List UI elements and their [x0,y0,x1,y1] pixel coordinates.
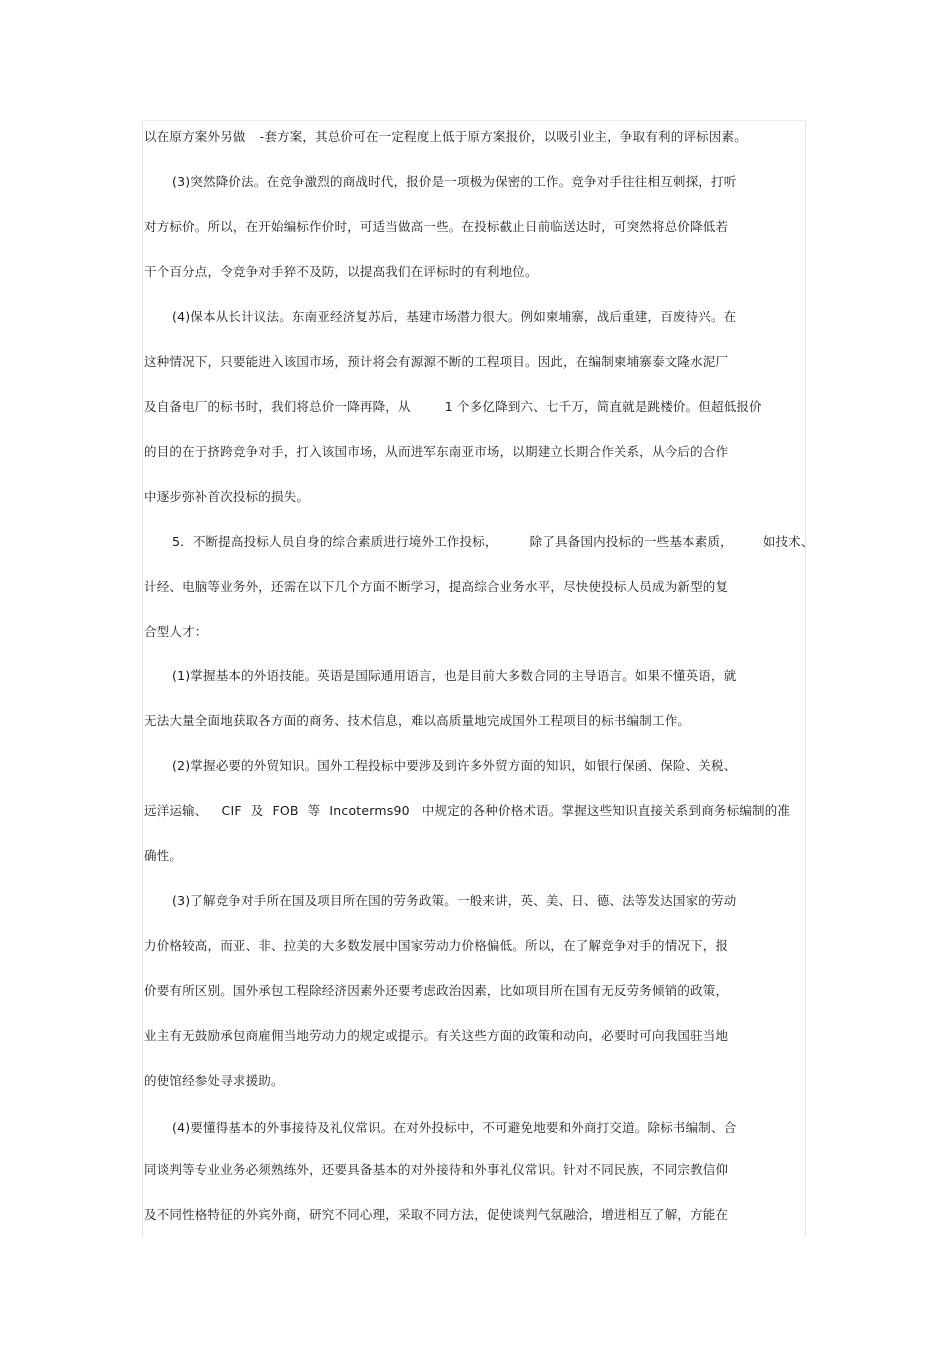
text-line: 中逐步弥补首次投标的损失。 [144,489,310,504]
text-line: 干个百分点，令竞争对手猝不及防，以提高我们在评标时的有利地位。 [144,264,538,279]
text-line: 这种情况下，只要能进入该国市场，预计将会有源源不断的工程项目。因此，在编制柬埔寨泰文隆水泥厂 [144,354,729,369]
text-line: 计经、电脑等业务外，还需在以下几个方面不断学习，提高综合业务水平，尽快使投标人员成为新型的复 [144,579,729,594]
text-line: (3)突然降价法。在竞争激烈的商战时代，报价是一项极为保密的工作。竞争对手往往相互刺探，打听 [172,174,737,189]
text-line: (2)掌握必要的外贸知识。国外工程投标中要涉及到许多外贸方面的知识，如银行保函、保险、关税、 [172,758,737,773]
text-line: 合型人才： [144,624,208,639]
text-line: (1)掌握基本的外语技能。英语是国际通用语言，也是目前大多数合同的主导语言。如果不懂英语，就 [172,668,737,683]
text-line: 远洋运输、 CIF 及 FOB 等 Incoterms90 中规定的各种价格术语。掌握这些知识直接关系到商务标编制的准 [144,803,791,818]
text-line: 的使馆经参处寻求援助。 [144,1073,284,1088]
text-line: 及不同性格特征的外宾外商，研究不同心理，采取不同方法，促使谈判气氛融洽，增进相互了解，方能在 [144,1207,729,1222]
text-line: 以在原方案外另做 -套方案，其总价可在一定程度上低于原方案报价，以吸引业主，争取有利的评标因素。 [144,129,747,144]
text-line: 的目的在于挤跨竞争对手，打入该国市场，从而进军东南亚市场，以期建立长期合作关系，从今后的合作 [144,444,729,459]
text-line: 及自备电厂的标书时，我们将总价一降再降，从 1 个多亿降到六、七千万，简直就是跳楼价。但超低报价 [144,399,762,414]
text-line: (3)了解竞争对手所在国及项目所在国的劳务政策。一般来讲，英、美、日、德、法等发达国家的劳动 [172,893,737,908]
text-line: 对方标价。所以，在开始编标作价时，可适当做高一些。在投标截止日前临送达时，可突然将总价降低若 [144,219,729,234]
text-line: 同谈判等专业业务必须熟练外，还要具备基本的对外接待和外事礼仪常识。针对不同民族，不同宗教信仰 [144,1162,729,1177]
text-line: 5．不断提高投标人员自身的综合素质进行境外工作投标， 除了具备国内投标的一些基本素质， 如技术、 [172,534,814,549]
text-line: 价要有所区别。国外承包工程除经济因素外还要考虑政治因素，比如项目所在国有无反劳务倾销的政策， [144,983,729,998]
text-line: (4)要懂得基本的外事接待及礼仪常识。在对外投标中，不可避免地要和外商打交道。除标书编制、合 [172,1120,737,1135]
text-line: 力价格较高，而亚、非、拉美的大多数发展中国家劳动力价格偏低。所以，在了解竞争对手的情况下，报 [144,938,729,953]
text-line: 业主有无鼓励承包商雇佣当地劳动力的规定或提示。有关这些方面的政策和动向，必要时可向我国驻当地 [144,1028,729,1043]
text-line: 确性。 [144,848,183,863]
text-line: (4)保本从长计议法。东南亚经济复苏后，基建市场潜力很大。例如柬埔寨，战后重建，百废待兴。在 [172,309,737,324]
text-line: 无法大量全面地获取各方面的商务、技术信息，难以高质量地完成国外工程项目的标书编制工作。 [144,713,691,728]
